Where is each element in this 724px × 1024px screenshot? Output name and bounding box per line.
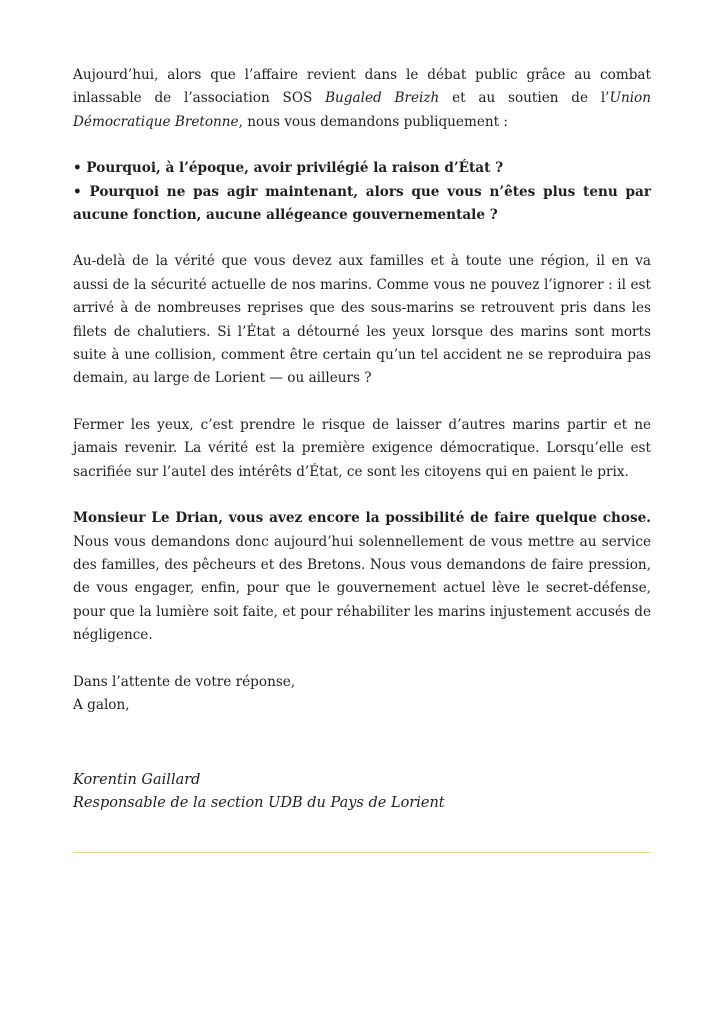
letter-body <box>73 64 651 717</box>
intro-text-1: Aujourd’hui, alors que l’affaire revient dans le débat public grâce au combat inlassable de l’association SOS <box>73 67 651 107</box>
intro-text-3: , nous vous demandons publiquement : <box>238 113 509 130</box>
truth-paragraph: Fermer les yeux, c’est prendre le risque de laisser d’autres marins partir et ne jamais revenir. La vérité est la première exigence démocratique. Lorsqu’elle est sacrifiée sur l’autel des intérêts d’État, ce sont les citoyens qui en paient le prix. <box>73 416 651 480</box>
intro-text-2: et au soutien de l’ <box>439 90 610 107</box>
security-paragraph: Au-delà de la vérité que vous devez aux familles et à toute une région, il en va aussi de la sécurité actuelle de nos marins. Comme vous ne pouvez l’ignorer : il est arrivé à de nombreuses reprises que des sous-marins se retrouvent pris dans les filets de chalutiers. Si l’État a détourné les yeux lorsque des marins sont morts suite à une collision, comment être certain qu’un tel accident ne se reproduira pas demain, au large de Lorient — ou ailleurs ? <box>73 253 651 387</box>
closing-line: Dans l’attente de votre réponse, <box>73 673 296 690</box>
footer-divider <box>73 852 651 853</box>
spacer <box>73 484 651 507</box>
appeal-text: Nous vous demandons donc aujourd’hui solennellement de vous mettre au service des familles, des pêcheurs et des Bretons. Nous vous demandons de faire pression, de vous engager, enfin, pour que le gouvernement actuel lève le secret-défense, pour que la lumière soit faite, et pour réhabiliter les marins injustement accusés de négligence. <box>73 533 651 644</box>
spacer <box>73 227 651 250</box>
intro-party-name: Union Démocratique Bretonne <box>73 90 651 130</box>
spacer <box>73 391 651 414</box>
signature-name: Korentin Gaillard <box>73 772 201 788</box>
appeal-paragraph <box>73 507 651 647</box>
spacer <box>73 648 651 671</box>
questions-list <box>73 157 651 227</box>
signature-title: Responsable de la section UDB du Pays de Lorient <box>73 795 445 812</box>
signature-block <box>73 769 651 816</box>
intro-association-name: Bugaled Breizh <box>325 90 440 107</box>
question-item: • Pourquoi ne pas agir maintenant, alors que vous n’êtes plus tenu par aucune fonction, aucune allégeance gouvernementale ? <box>73 183 651 224</box>
spacer <box>73 134 651 157</box>
question-item: • Pourquoi, à l’époque, avoir privilégié la raison d’État ? <box>73 160 504 177</box>
closing-salutation: A galon, <box>73 696 130 713</box>
intro-paragraph <box>73 64 651 134</box>
appeal-bold-lead: Monsieur Le Drian, vous avez encore la possibilité de faire quelque chose. <box>73 510 651 527</box>
